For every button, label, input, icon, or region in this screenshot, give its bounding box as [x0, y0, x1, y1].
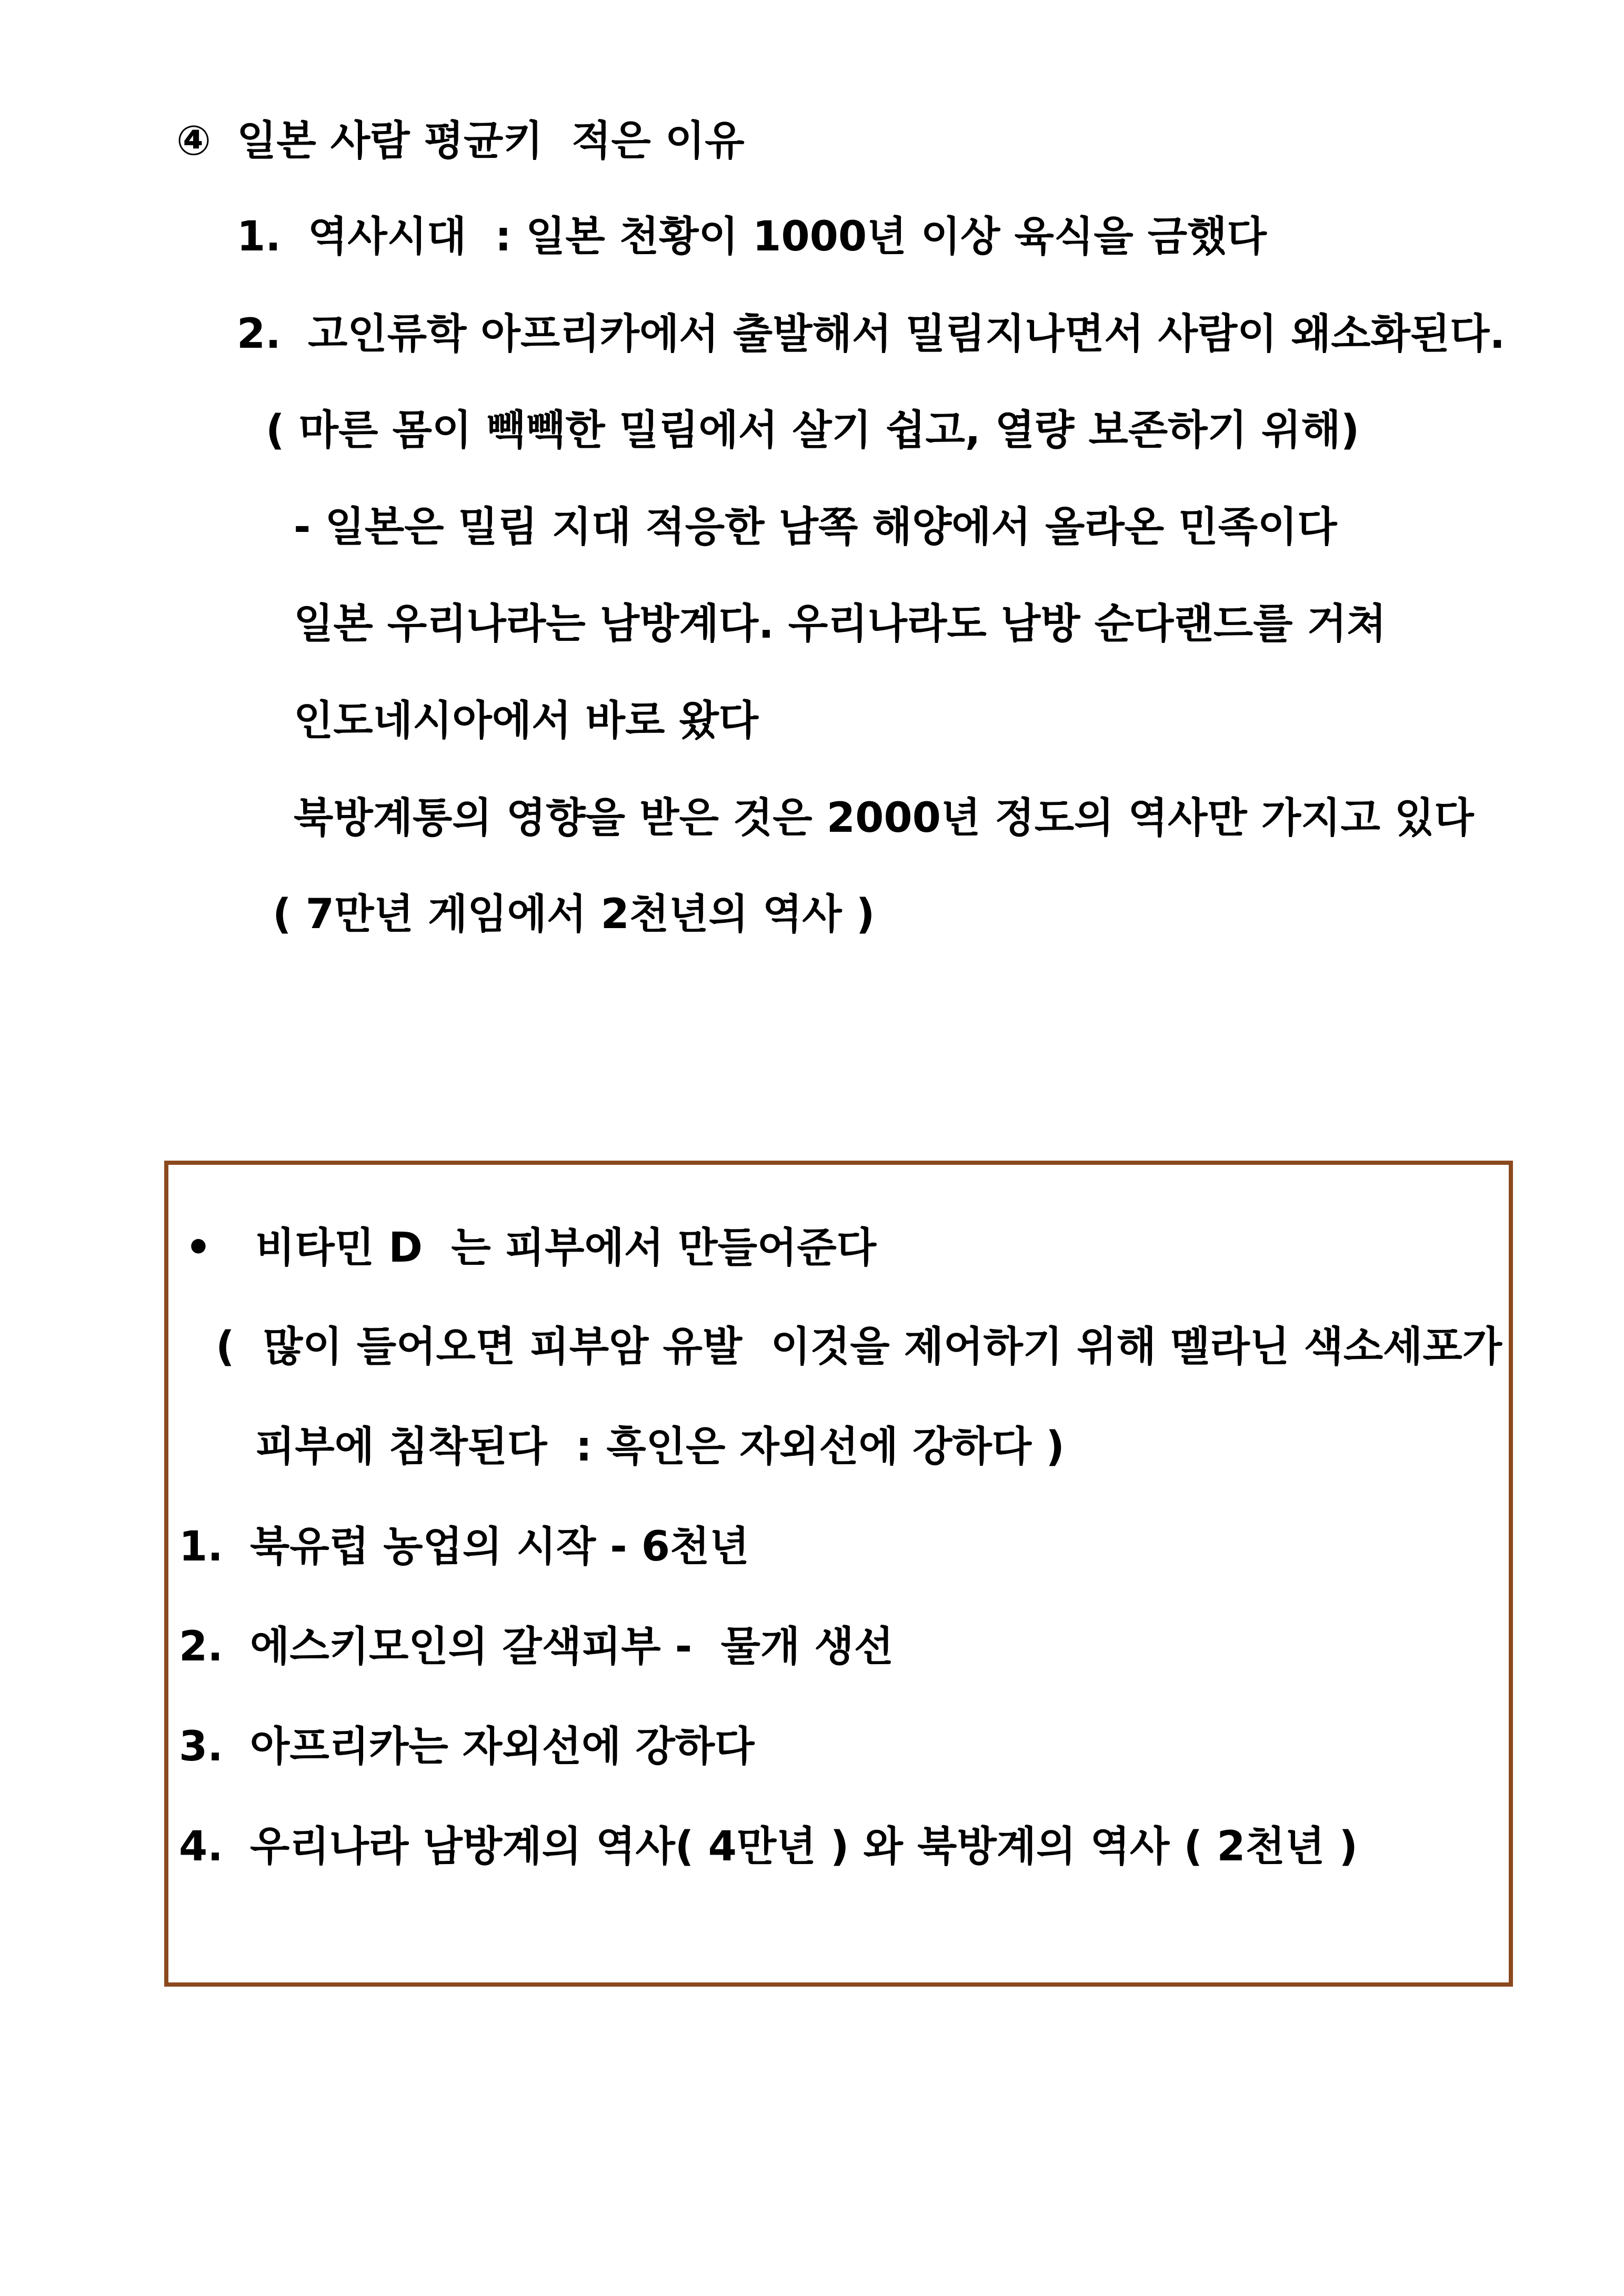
- list-item-text: 북유럽 농업의 시작 - 6천년: [250, 1523, 749, 1570]
- list-item-number: 3.: [179, 1723, 223, 1770]
- list-item-text: 아프리카는 자외선에 강하다: [250, 1723, 755, 1770]
- bullet-text: 비타민 D 는 피부에서 만들어준다: [255, 1224, 877, 1272]
- bullet-mark: •: [185, 1224, 212, 1272]
- body-line: 북방계통의 영향을 받은 것은 2000년 정도의 역사만 가지고 있다: [294, 794, 1474, 842]
- list-item-text: 우리나라 남방계의 역사( 4만년 ) 와 북방계의 역사 ( 2천년 ): [250, 1823, 1358, 1870]
- paren-note: ( 마른 몸이 빽빽한 밀림에서 살기 쉽고, 열량 보존하기 위해): [266, 407, 1360, 454]
- heading-marker: ④: [176, 117, 212, 165]
- list-item-text: 역사시대 : 일본 천황이 1000년 이상 육식을 금했다: [308, 213, 1267, 260]
- list-item-number: 1.: [237, 213, 281, 260]
- list-item-number: 2.: [237, 310, 281, 358]
- body-line: 인도네시아에서 바로 왔다: [294, 697, 759, 744]
- list-item-text: 고인류학 아프리카에서 출발해서 밀림지나면서 사람이 왜소화된다.: [308, 310, 1506, 358]
- list-item-number: 2.: [179, 1623, 223, 1670]
- list-item-text: 에스키모인의 갈색피부 - 물개 생선: [250, 1623, 894, 1670]
- box-paren-line: ( 많이 들어오면 피부암 유발 이것을 제어하기 위해 멜라닌 색소세포가: [216, 1323, 1502, 1371]
- body-line: - 일본은 밀림 지대 적응한 남쪽 해양에서 올라온 민족이다: [294, 503, 1337, 551]
- closing-note: ( 7만년 게임에서 2천년의 역사 ): [273, 891, 875, 938]
- list-item-number: 1.: [179, 1523, 223, 1570]
- heading-text: 일본 사람 평균키 적은 이유: [237, 117, 745, 165]
- body-line: 일본 우리나라는 남방계다. 우리나라도 남방 순다랜드를 거쳐: [294, 600, 1387, 648]
- box-paren-line: 피부에 침착된다 : 흑인은 자외선에 강하다 ): [255, 1423, 1065, 1471]
- list-item-number: 4.: [179, 1823, 223, 1870]
